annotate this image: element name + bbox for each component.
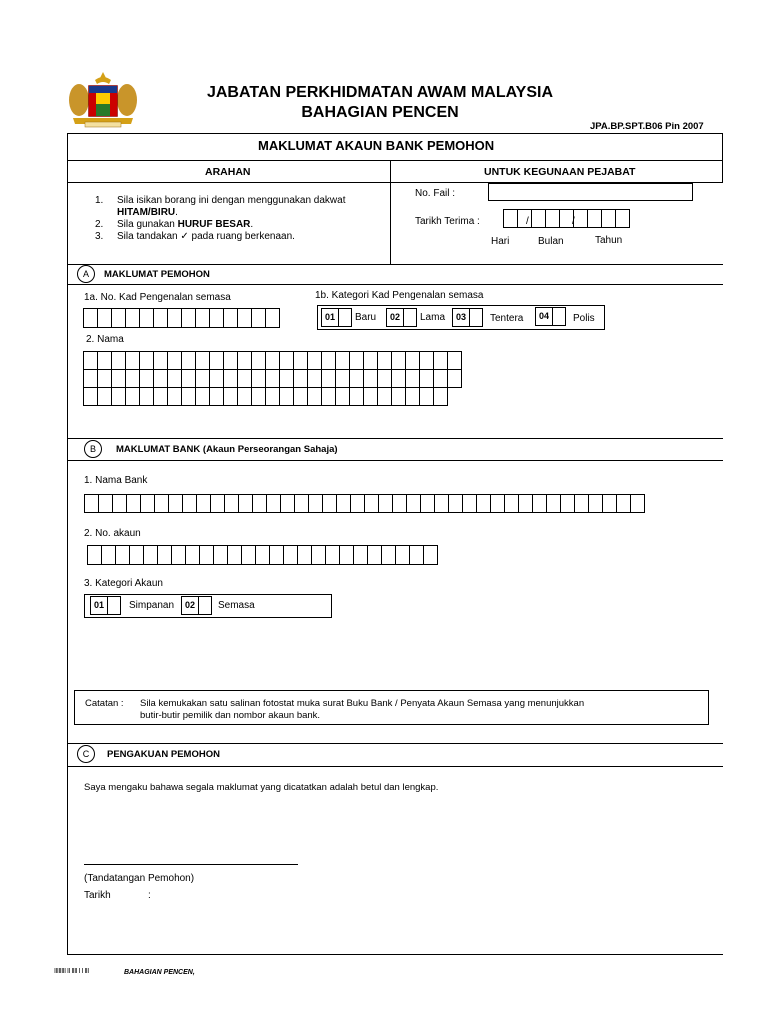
section-b-top-line [67,438,723,439]
char-box[interactable] [237,387,252,406]
bulan-label: Bulan [538,236,564,247]
divider [390,160,391,264]
char-box[interactable] [111,387,126,406]
bank-name-label: 1. Nama Bank [84,475,148,486]
char-box[interactable] [139,308,154,328]
char-box[interactable] [112,494,127,513]
char-box[interactable] [252,494,267,513]
char-box[interactable] [195,308,210,328]
division-title: BAHAGIAN PENCEN [301,104,459,121]
ic-category-label: 1b. Kategori Kad Pengenalan semasa [315,290,484,301]
instruction-3-num: 3. [95,231,104,242]
char-box[interactable] [349,351,364,370]
char-box[interactable] [209,369,224,388]
char-box[interactable] [101,545,116,565]
char-box[interactable] [311,545,326,565]
char-box[interactable] [167,369,182,388]
char-box[interactable] [125,369,140,388]
char-box[interactable] [335,351,350,370]
char-box[interactable] [363,387,378,406]
char-box[interactable] [433,369,448,388]
ic-option-baru[interactable]: 01 [321,308,352,327]
account-option-simpanan[interactable]: 01 [90,596,121,615]
bank-name-input[interactable] [84,494,645,513]
ic-option-tentera[interactable]: 03 [452,308,483,327]
char-box[interactable] [129,545,144,565]
char-box[interactable] [447,351,462,370]
account-number-label: 2. No. akaun [84,528,141,539]
char-box[interactable] [419,369,434,388]
section-a-top-line [67,264,723,265]
char-box[interactable] [545,209,560,228]
char-box[interactable] [279,351,294,370]
name-input-row-1[interactable] [83,351,462,370]
char-box[interactable] [111,369,126,388]
char-box[interactable] [476,494,491,513]
char-box[interactable] [336,494,351,513]
instruction-2-text: Sila gunakan HURUF BESAR. [117,219,254,230]
char-box[interactable] [433,351,448,370]
section-c-title: PENGAKUAN PEMOHON [107,749,220,760]
char-box[interactable] [83,369,98,388]
char-box[interactable] [83,387,98,406]
char-box[interactable] [447,369,462,388]
section-b-badge: B [84,440,102,458]
char-box[interactable] [335,387,350,406]
char-box[interactable] [335,369,350,388]
char-box[interactable] [255,545,270,565]
char-box[interactable] [367,545,382,565]
char-box[interactable] [560,494,575,513]
char-box[interactable] [185,545,200,565]
date-colon: : [148,890,151,901]
char-box[interactable] [139,369,154,388]
account-number-input[interactable] [87,545,438,565]
char-box[interactable] [409,545,424,565]
char-box[interactable] [307,369,322,388]
char-box[interactable] [139,351,154,370]
char-box[interactable] [518,494,533,513]
char-box[interactable] [196,494,211,513]
char-box[interactable] [238,494,253,513]
char-box[interactable] [167,308,182,328]
char-box[interactable] [97,387,112,406]
ic-option-polis-label: Polis [573,313,595,324]
char-box[interactable] [339,545,354,565]
char-box[interactable] [115,545,130,565]
char-box[interactable] [391,369,406,388]
char-box[interactable] [616,494,631,513]
char-box[interactable] [237,369,252,388]
char-box[interactable] [265,387,280,406]
name-label: 2. Nama [86,334,124,345]
char-box[interactable] [297,545,312,565]
tarikh-terima-label: Tarikh Terima : [415,216,480,227]
instruction-3-text: Sila tandakan ✓ pada ruang berkenaan. [117,231,295,242]
date-slash-2: / [572,216,575,227]
char-box[interactable] [294,494,309,513]
char-box[interactable] [167,351,182,370]
char-box[interactable] [601,209,616,228]
char-box[interactable] [181,351,196,370]
char-box[interactable] [87,545,102,565]
char-box[interactable] [97,369,112,388]
char-box[interactable] [195,387,210,406]
char-box[interactable] [210,494,225,513]
char-box[interactable] [293,387,308,406]
char-box[interactable] [395,545,410,565]
char-box[interactable] [405,369,420,388]
ic-option-polis[interactable]: 04 [535,307,566,326]
note-text-line-1: Sila kemukakan satu salinan fotostat muka surat Buku Bank / Penyata Akaun Semasa yang menunjukkan [140,698,585,709]
char-box[interactable] [168,494,183,513]
char-box[interactable] [381,545,396,565]
char-box[interactable] [391,387,406,406]
char-box[interactable] [171,545,186,565]
char-box[interactable] [574,494,589,513]
frame-left [67,133,68,955]
char-box[interactable] [353,545,368,565]
char-box[interactable] [223,308,238,328]
instruction-1-num: 1. [95,195,104,206]
ic-option-tentera-label: Tentera [490,313,524,324]
char-box[interactable] [195,351,210,370]
frame-top [67,133,723,134]
char-box[interactable] [378,494,393,513]
char-box[interactable] [111,308,126,328]
char-box[interactable] [143,545,158,565]
footer-text: BAHAGIAN PENCEN, [124,969,195,976]
char-box[interactable] [419,387,434,406]
char-box[interactable] [209,387,224,406]
char-box[interactable] [377,387,392,406]
agency-title: JABATAN PERKHIDMATAN AWAM MALAYSIA [206,84,554,101]
ic-option-lama[interactable]: 02 [386,308,417,327]
char-box[interactable] [283,545,298,565]
hari-label: Hari [491,236,510,247]
char-box[interactable] [237,308,252,328]
office-use-heading: UNTUK KEGUNAAN PEJABAT [484,166,636,178]
char-box[interactable] [182,494,197,513]
instruction-2-num: 2. [95,219,104,230]
char-box[interactable] [406,494,421,513]
char-box[interactable] [434,494,449,513]
char-box[interactable] [630,494,645,513]
char-box[interactable] [153,387,168,406]
char-box[interactable] [199,545,214,565]
char-box[interactable] [153,369,168,388]
char-box[interactable] [322,494,337,513]
name-input-row-3[interactable] [83,387,448,406]
char-box[interactable] [279,369,294,388]
char-box[interactable] [602,494,617,513]
char-box[interactable] [125,308,140,328]
char-box[interactable] [125,351,140,370]
char-box[interactable] [213,545,228,565]
date-slash-1: / [526,216,529,227]
note-text-line-2: butir-butir pemilik dan nombor akaun bank. [140,710,321,721]
arahan-heading: ARAHAN [205,166,251,178]
char-box[interactable] [293,369,308,388]
char-box[interactable] [157,545,172,565]
section-a-badge: A [77,265,95,283]
name-input-row-2[interactable] [83,369,462,388]
account-option-semasa[interactable]: 02 [181,596,212,615]
char-box[interactable] [377,351,392,370]
char-box[interactable] [405,351,420,370]
char-box[interactable] [125,387,140,406]
char-box[interactable] [349,369,364,388]
char-box[interactable] [573,209,588,228]
account-option-simpanan-label: Simpanan [129,600,175,611]
char-box[interactable] [321,369,336,388]
char-box[interactable] [154,494,169,513]
char-box[interactable] [126,494,141,513]
char-box[interactable] [321,387,336,406]
char-box[interactable] [321,351,336,370]
form-code: JPA.BP.SPT.B06 Pin 2007 [590,121,704,132]
char-box[interactable] [517,209,532,228]
section-c-title-line [67,766,723,767]
char-box[interactable] [405,387,420,406]
ic-number-label: 1a. No. Kad Pengenalan semasa [84,292,231,303]
char-box[interactable] [265,351,280,370]
char-box[interactable] [364,494,379,513]
char-box[interactable] [546,494,561,513]
char-box[interactable] [349,387,364,406]
char-box[interactable] [423,545,438,565]
char-box[interactable] [377,369,392,388]
section-c-top-line [67,743,723,744]
char-box[interactable] [97,351,112,370]
char-box[interactable] [223,369,238,388]
char-box[interactable] [139,387,154,406]
char-box[interactable] [307,387,322,406]
char-box[interactable] [490,494,505,513]
char-box[interactable] [419,351,434,370]
char-box[interactable] [223,351,238,370]
char-box[interactable] [503,209,518,228]
char-box[interactable] [223,387,238,406]
section-b-title: MAKLUMAT BANK (Akaun Perseorangan Sahaja) [116,444,338,455]
char-box[interactable] [350,494,365,513]
char-box[interactable] [462,494,477,513]
char-box[interactable] [84,494,99,513]
signature-label: (Tandatangan Pemohon) [84,873,195,884]
char-box[interactable] [280,494,295,513]
char-box[interactable] [181,369,196,388]
ic-option-baru-label: Baru [355,312,377,323]
no-fail-input[interactable] [488,183,693,201]
char-box[interactable] [308,494,323,513]
section-b-title-line [67,460,723,461]
char-box[interactable] [153,308,168,328]
char-box[interactable] [532,494,547,513]
section-a-title-line [67,284,723,285]
ic-number-input[interactable] [83,308,280,328]
char-box[interactable] [237,351,252,370]
char-box[interactable] [392,494,407,513]
char-box[interactable] [181,308,196,328]
char-box[interactable] [83,308,98,328]
instruction-1-bold: HITAM/BIRU. [117,207,178,218]
form-title: MAKLUMAT AKAUN BANK PEMOHON [258,138,495,153]
signature-line[interactable] [84,864,298,865]
instruction-1-text: Sila isikan borang ini dengan menggunakan dakwat [117,195,346,206]
char-box[interactable] [209,308,224,328]
declaration-text: Saya mengaku bahawa segala maklumat yang dicatatkan adalah betul dan lengkap. [84,782,439,793]
char-box[interactable] [111,351,126,370]
char-box[interactable] [251,308,266,328]
tarikh-terima-input[interactable] [503,209,630,228]
section-a-title: MAKLUMAT PEMOHON [104,269,210,280]
char-box[interactable] [224,494,239,513]
char-box[interactable] [433,387,448,406]
char-box[interactable] [293,351,308,370]
char-box[interactable] [266,494,281,513]
no-fail-label: No. Fail : [415,188,456,199]
char-box[interactable] [588,494,603,513]
char-box[interactable] [209,351,224,370]
section-c-badge: C [77,745,95,763]
frame-bottom [67,954,723,955]
char-box[interactable] [167,387,182,406]
account-category-label: 3. Kategori Akaun [84,578,163,589]
char-box[interactable] [140,494,155,513]
char-box[interactable] [227,545,242,565]
char-box[interactable] [307,351,322,370]
char-box[interactable] [269,545,284,565]
char-box[interactable] [83,351,98,370]
ic-option-lama-label: Lama [420,312,446,323]
char-box[interactable] [97,308,112,328]
char-box[interactable] [531,209,546,228]
char-box[interactable] [363,369,378,388]
char-box[interactable] [153,351,168,370]
char-box[interactable] [98,494,113,513]
account-option-semasa-label: Semasa [218,600,255,611]
char-box[interactable] [251,351,266,370]
char-box[interactable] [251,387,266,406]
char-box[interactable] [587,209,602,228]
char-box[interactable] [420,494,435,513]
note-label: Catatan : [85,698,124,709]
char-box[interactable] [363,351,378,370]
char-box[interactable] [181,387,196,406]
date-label: Tarikh [84,890,111,901]
char-box[interactable] [195,369,210,388]
char-box[interactable] [504,494,519,513]
char-box[interactable] [615,209,630,228]
char-box[interactable] [391,351,406,370]
char-box[interactable] [325,545,340,565]
char-box[interactable] [265,369,280,388]
char-box[interactable] [241,545,256,565]
char-box[interactable] [448,494,463,513]
char-box[interactable] [265,308,280,328]
char-box[interactable] [279,387,294,406]
char-box[interactable] [251,369,266,388]
footer-barcode: IIIIIIII II IIII I I III [54,968,89,975]
frame-right-top [722,133,723,183]
divider [67,160,723,161]
tahun-label: Tahun [595,235,623,246]
